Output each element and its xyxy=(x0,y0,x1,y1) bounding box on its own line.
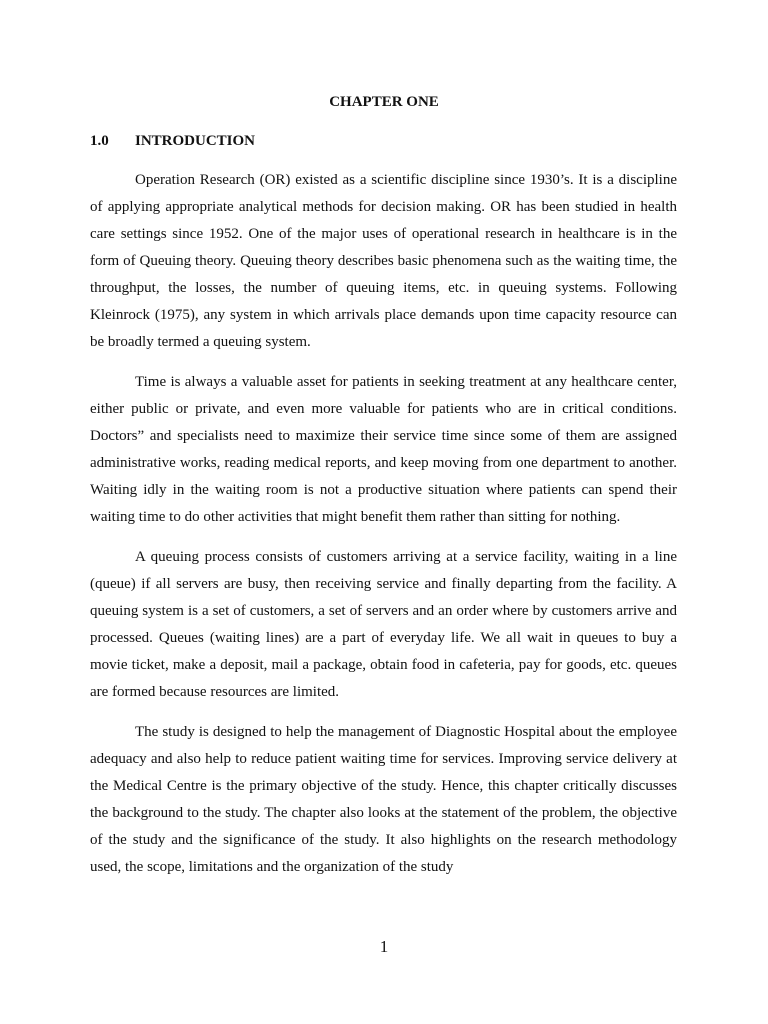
paragraph-2: Time is always a valuable asset for patients in seeking treatment at any healthcare center, either public or private, and even more valuable for patients who are in critical conditions. Doctors” and specialists need to maximize their service time since some of them are assigned administrative works, reading medical reports, and keep moving from one department to another. Waiting idly in the waiting room is not a productive situation where patients can spend their waiting time to do other activities that might benefit them rather than sitting for nothing. xyxy=(90,374,677,525)
paragraph-1: Operation Research (OR) existed as a scientific discipline since 1930’s. It is a discipline of applying appropriate analytical methods for decision making. OR has been studied in health care settings since 1952. One of the major uses of operational research in healthcare is in the form of Queuing theory. Queuing theory describes basic phenomena such as the waiting time, the throughput, the losses, the number of queuing items, etc. in queuing systems. Following Kleinrock (1975), any system in which arrivals place demands upon time capacity resource can be broadly termed a queuing system. xyxy=(90,172,677,350)
paragraph-4: The study is designed to help the management of Diagnostic Hospital about the employee adequacy and also help to reduce patient waiting time for services. Improving service delivery at the Medical Centre is the primary objective of the study. Hence, this chapter critically discusses the background to the study. The chapter also looks at the statement of the problem, the objective of the study and the significance of the study. It also highlights on the research methodology used, the scope, limitations and the organization of the study xyxy=(90,724,677,875)
section-number: 1.0 xyxy=(90,133,109,149)
page-number: 1 xyxy=(379,937,389,956)
chapter-title: CHAPTER ONE xyxy=(329,94,439,110)
section-heading xyxy=(90,131,255,151)
body-text xyxy=(90,167,677,894)
paragraph-3: A queuing process consists of customers arriving at a service facility, waiting in a line (queue) if all servers are busy, then receiving service and finally departing from the facility. A queuing system is a set of customers, a set of servers and an order where by customers arrive and processed. Queues (waiting lines) are a part of everyday life. We all wait in queues to buy a movie ticket, make a deposit, mail a package, obtain food in cafeteria, pay for goods, etc. queues are formed because resources are limited. xyxy=(90,549,677,700)
section-title: INTRODUCTION xyxy=(135,133,256,149)
